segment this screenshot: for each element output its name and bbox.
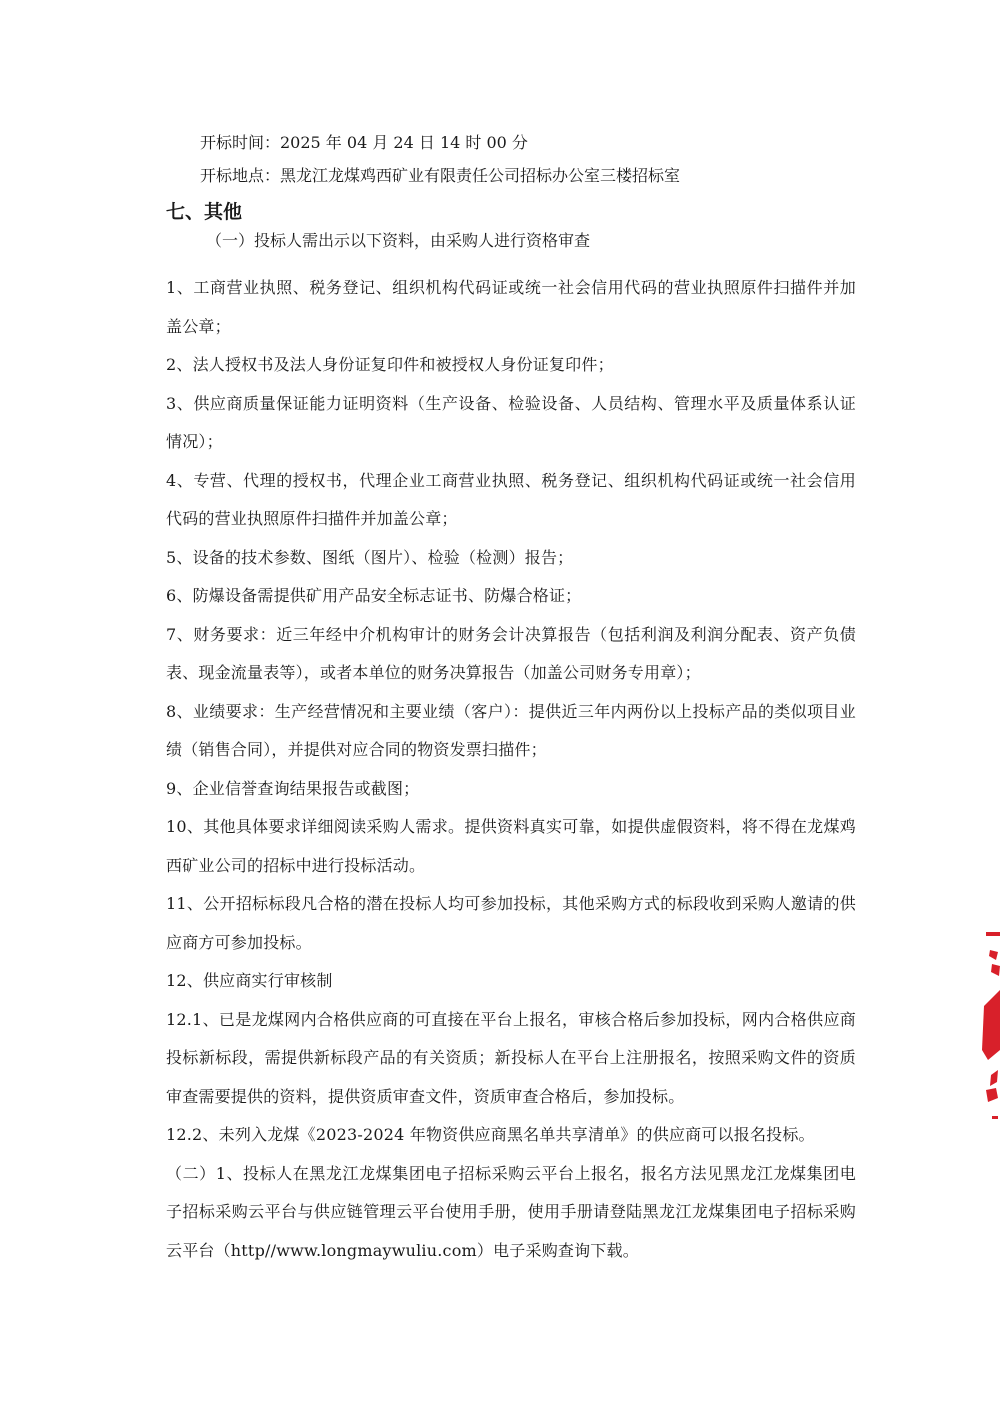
document-body: [166, 133, 856, 1270]
list-item: 6、防爆设备需提供矿用产品安全标志证书、防爆合格证；: [166, 586, 582, 605]
requirements-list: [166, 269, 856, 1270]
list-item: 7、财务要求：近三年经中介机构审计的财务会计决算报告（包括利润及利润分配表、资产负债表、现金流量表等），或者本单位的财务决算报告（加盖公司财务专用章）；: [166, 624, 856, 682]
list-item: 4、专营、代理的授权书，代理企业工商营业执照、税务登记、组织机构代码证或统一社会信用代码的营业执照原件扫描件并加盖公章；: [166, 470, 856, 528]
section-subtitle: （一）投标人需出示以下资料，由采购人进行资格审查: [206, 231, 591, 250]
list-item: 9、企业信誉查询结果报告或截图；: [166, 778, 420, 798]
section-title: 七、其他: [166, 201, 243, 223]
list-item: （二）1、投标人在黑龙江龙煤集团电子招标采购云平台上报名，报名方法见黑龙江龙煤集团电子招标采购云平台与供应链管理云平台使用手册，使用手册请登陆黑龙江龙煤集团电子招标采购云平台（http//www.longmaywuliu.com）电子采购查询下载。: [166, 1163, 856, 1260]
list-item: 2、法人授权书及法人身份证复印件和被授权人身份证复印件；: [166, 355, 614, 374]
list-item: 12.2、未列入龙煤《2023-2024 年物资供应商黑名单共享清单》的供应商可以报名投标。: [166, 1125, 815, 1144]
open-time: 开标时间：2025 年 04 月 24 日 14 时 00 分: [200, 133, 528, 152]
list-item: 12、供应商实行审核制: [166, 971, 333, 990]
list-item: 8、业绩要求：生产经营情况和主要业绩（客户）：提供近三年内两份以上投标产品的类似项目业绩（销售合同），并提供对应合同的物资发票扫描件；: [166, 701, 856, 759]
list-item: 5、设备的技术参数、图纸（图片）、检验（检测）报告；: [166, 547, 574, 567]
list-item: 10、其他具体要求详细阅读采购人需求。提供资料真实可靠，如提供虚假资料，将不得在龙煤鸡西矿业公司的招标中进行投标活动。: [166, 817, 856, 875]
list-item: 1、工商营业执照、税务登记、组织机构代码证或统一社会信用代码的营业执照原件扫描件并加盖公章；: [166, 278, 856, 336]
list-item: 3、供应商质量保证能力证明资料（生产设备、检验设备、人员结构、管理水平及质量体系认证情况）；: [166, 393, 856, 451]
list-item: 12.1、已是龙煤网内合格供应商的可直接在平台上报名，审核合格后参加投标，网内合格供应商投标新标段，需提供新标段产品的有关资质；新投标人在平台上注册报名，按照采购文件的资质审查需要提供的资料，提供资质审查文件，资质审查合格后，参加投标。: [166, 1009, 856, 1106]
partial-seal-stamp: [978, 920, 1000, 1140]
list-item: 11、公开招标标段凡合格的潜在投标人均可参加投标，其他采购方式的标段收到采购人邀请的供应商方可参加投标。: [166, 894, 856, 952]
open-place: 开标地点：黑龙江龙煤鸡西矿业有限责任公司招标办公室三楼招标室: [200, 166, 681, 185]
